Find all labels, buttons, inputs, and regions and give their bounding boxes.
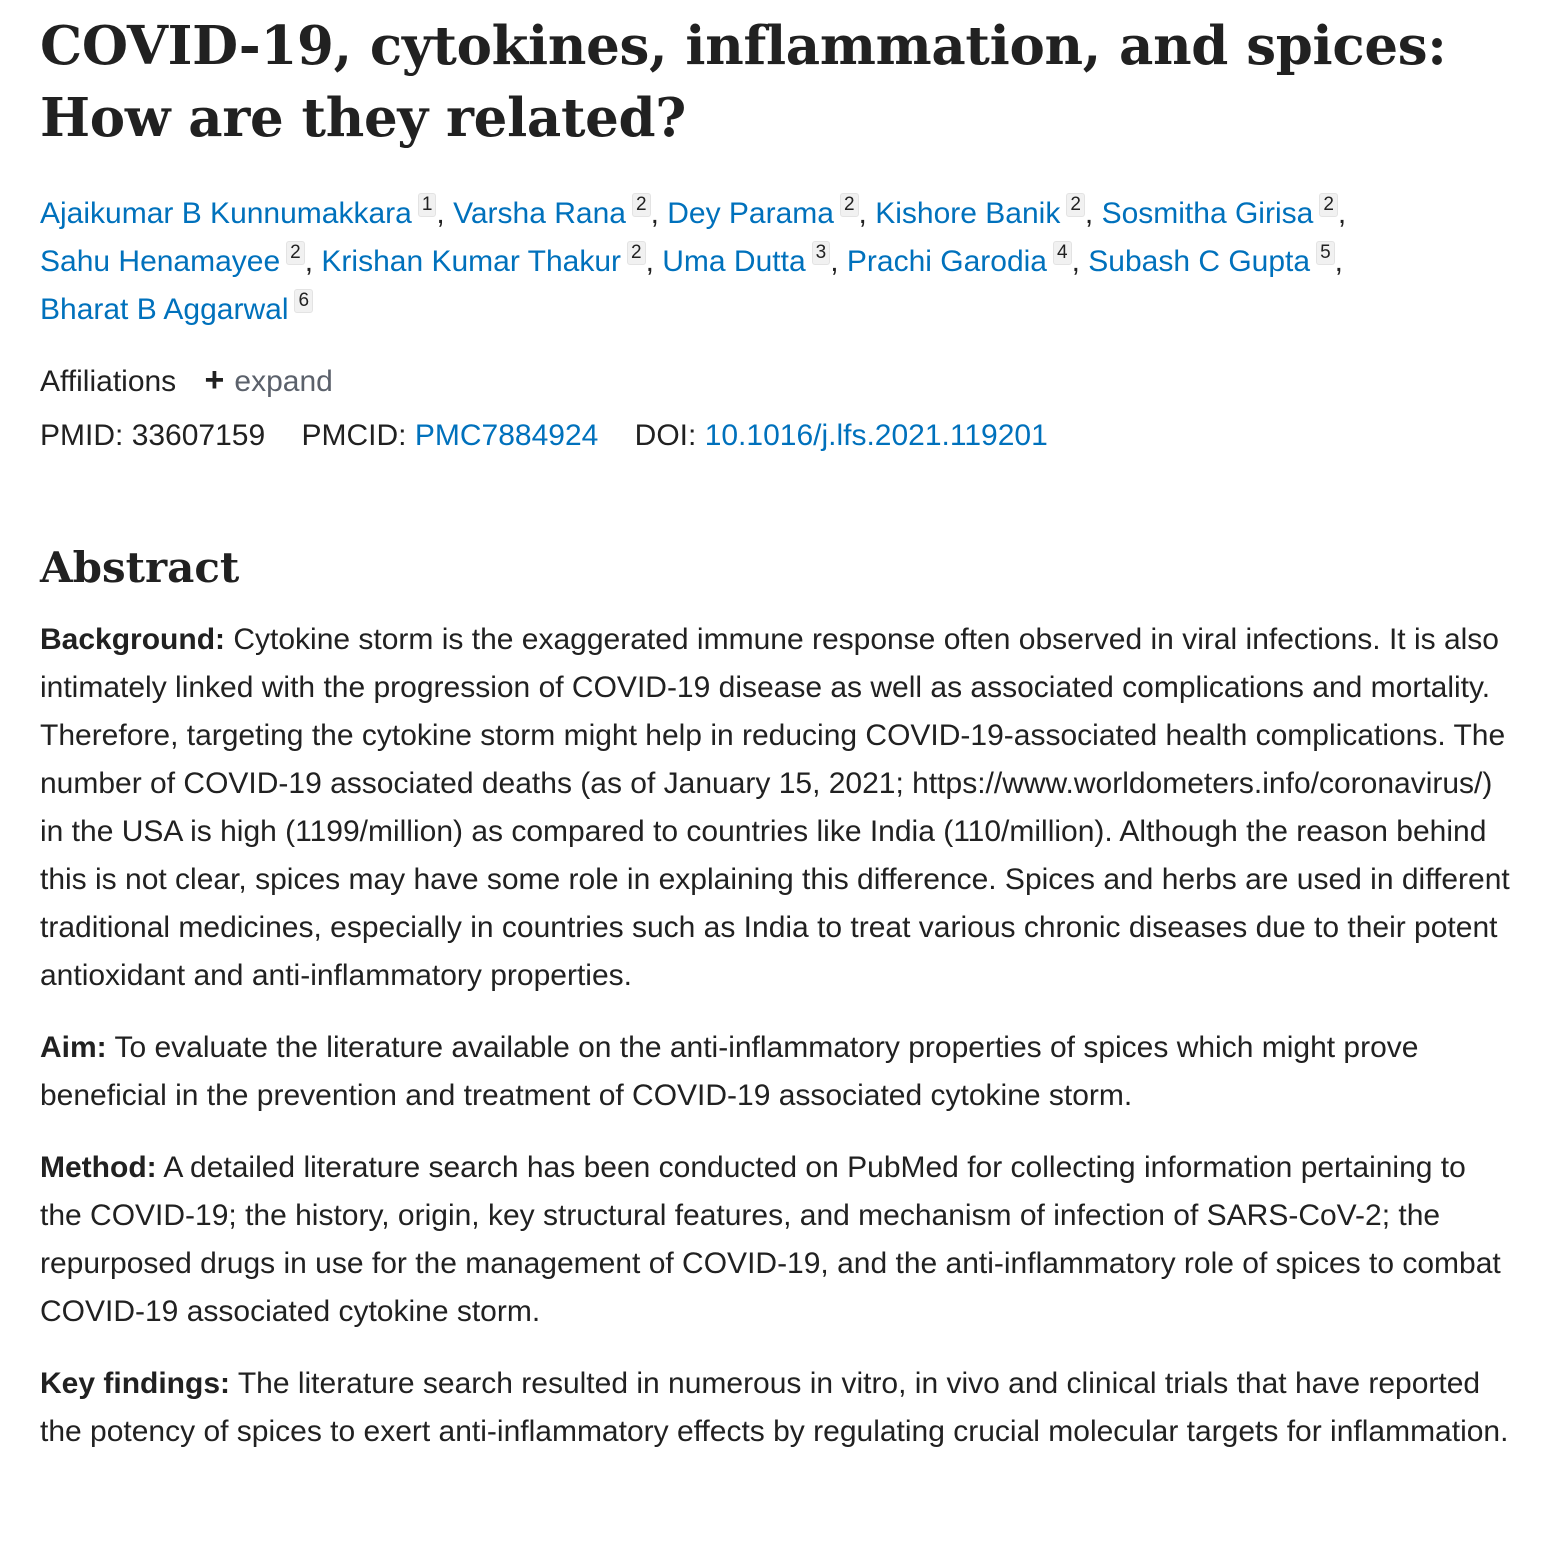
author-link[interactable]: Sahu Henamayee — [40, 245, 281, 278]
pmid-group — [40, 419, 265, 452]
pmid-label: PMID: — [40, 419, 124, 452]
abstract-section-text: To evaluate the literature available on the anti-inflammatory properties of spices which might prove beneficial in the prevention and treatment of COVID-19 associated cytokine storm. — [40, 1031, 1419, 1112]
abstract-section-background — [40, 616, 1510, 1000]
expand-label: expand — [234, 365, 333, 398]
author-item — [40, 290, 313, 326]
affiliation-ref[interactable]: 6 — [294, 289, 313, 313]
authors-list — [40, 190, 1510, 334]
affiliations-expand-button[interactable] — [205, 356, 333, 406]
affiliation-ref[interactable]: 2 — [1066, 193, 1085, 217]
abstract-section-method — [40, 1144, 1510, 1336]
affiliation-ref[interactable]: 2 — [627, 241, 646, 265]
abstract-section-key-findings — [40, 1360, 1510, 1456]
affiliation-ref[interactable]: 2 — [840, 193, 859, 217]
author-item: Sahu Henamayee 2 , — [40, 242, 322, 278]
author-item: Krishan Kumar Thakur 2 , — [321, 242, 663, 278]
article-identifiers — [40, 412, 1510, 460]
pmcid-link[interactable]: PMC7884924 — [414, 419, 599, 452]
author-link[interactable]: Kishore Banik — [875, 197, 1061, 230]
affiliation-ref[interactable]: 2 — [286, 241, 305, 265]
author-item: Prachi Garodia 4 , — [846, 242, 1089, 278]
affiliation-ref[interactable]: 3 — [812, 241, 831, 265]
article-title: COVID-19, cytokines, inflammation, and spices: How are they related? — [40, 15, 1447, 149]
affiliation-ref[interactable]: 4 — [1053, 241, 1072, 265]
author-item: Dey Parama 2 , — [667, 194, 876, 230]
affiliations-row — [40, 356, 1510, 406]
abstract-section-label: Background: — [40, 623, 226, 656]
abstract-section-label: Key findings: — [40, 1367, 231, 1400]
affiliations-label: Affiliations — [40, 365, 177, 398]
abstract-heading: Abstract — [40, 543, 240, 592]
author-link[interactable]: Prachi Garodia — [846, 245, 1047, 278]
author-item: Ajaikumar B Kunnumakkara 1 , — [40, 194, 454, 230]
article-page — [40, 10, 1510, 1480]
author-link[interactable]: Subash C Gupta — [1088, 245, 1311, 278]
author-item: Sosmitha Girisa 2 , — [1101, 194, 1347, 230]
abstract-section-text: The literature search resulted in numerous in vitro, in vivo and clinical trials that have reported the potency of spices to exert anti-inflammatory effects by regulating crucial molecular targets for inflammation. — [40, 1367, 1509, 1448]
author-item: Uma Dutta 3 , — [662, 242, 847, 278]
doi-group — [635, 419, 1048, 452]
author-link[interactable]: Uma Dutta — [662, 245, 806, 278]
affiliation-ref[interactable]: 2 — [1319, 193, 1338, 217]
author-link[interactable]: Sosmitha Girisa — [1101, 197, 1314, 230]
pmid-value: 33607159 — [131, 419, 266, 452]
pmcid-group — [302, 419, 599, 452]
abstract-section-text: A detailed literature search has been conducted on PubMed for collecting information pertaining to the COVID-19; the history, origin, key structural features, and mechanism of infection of SARS-CoV-2; the repurposed drugs in use for the management of COVID-19, and the anti-inflammatory role of spices to combat COVID-19 associated cytokine storm. — [40, 1151, 1501, 1328]
abstract-section-label: Method: — [40, 1151, 157, 1184]
plus-icon: + — [204, 361, 225, 399]
affiliation-ref[interactable]: 1 — [418, 193, 437, 217]
pmcid-label: PMCID: — [301, 419, 407, 452]
author-item: Varsha Rana 2 , — [453, 194, 668, 230]
author-link[interactable]: Bharat B Aggarwal — [40, 293, 289, 326]
abstract-section-text: Cytokine storm is the exaggerated immune response often observed in viral infections. It is also intimately linked with the progression of COVID-19 disease as well as associated complications and mortality. Therefore, targeting the cytokine storm might help in reducing COVID-19-associated health complications. The number of COVID-19 associated deaths (as of January 15, 2021; https://www.worldometers.info/coronavirus/) in the USA is high (1199/million) as compared to countries like India (110/million). Although the reason behind this is not clear, spices may have some role in explaining this difference. Spices and herbs are used in different traditional medicines, especially in countries such as India to treat various chronic diseases due to their potent antioxidant and anti-inflammatory properties. — [40, 623, 1510, 992]
author-link[interactable]: Dey Parama — [667, 197, 834, 230]
abstract-section-aim — [40, 1024, 1510, 1120]
author-link[interactable]: Krishan Kumar Thakur — [321, 245, 621, 278]
author-item: Kishore Banik 2 , — [875, 194, 1102, 230]
affiliation-ref[interactable]: 2 — [632, 193, 651, 217]
author-link[interactable]: Ajaikumar B Kunnumakkara — [40, 197, 412, 230]
doi-link[interactable]: 10.1016/j.lfs.2021.119201 — [704, 419, 1048, 452]
author-link[interactable]: Varsha Rana — [453, 197, 626, 230]
affiliation-ref[interactable]: 5 — [1316, 241, 1335, 265]
author-item: Subash C Gupta 5 , — [1088, 242, 1343, 278]
abstract-section-label: Aim: — [40, 1031, 107, 1064]
doi-label: DOI: — [634, 419, 697, 452]
